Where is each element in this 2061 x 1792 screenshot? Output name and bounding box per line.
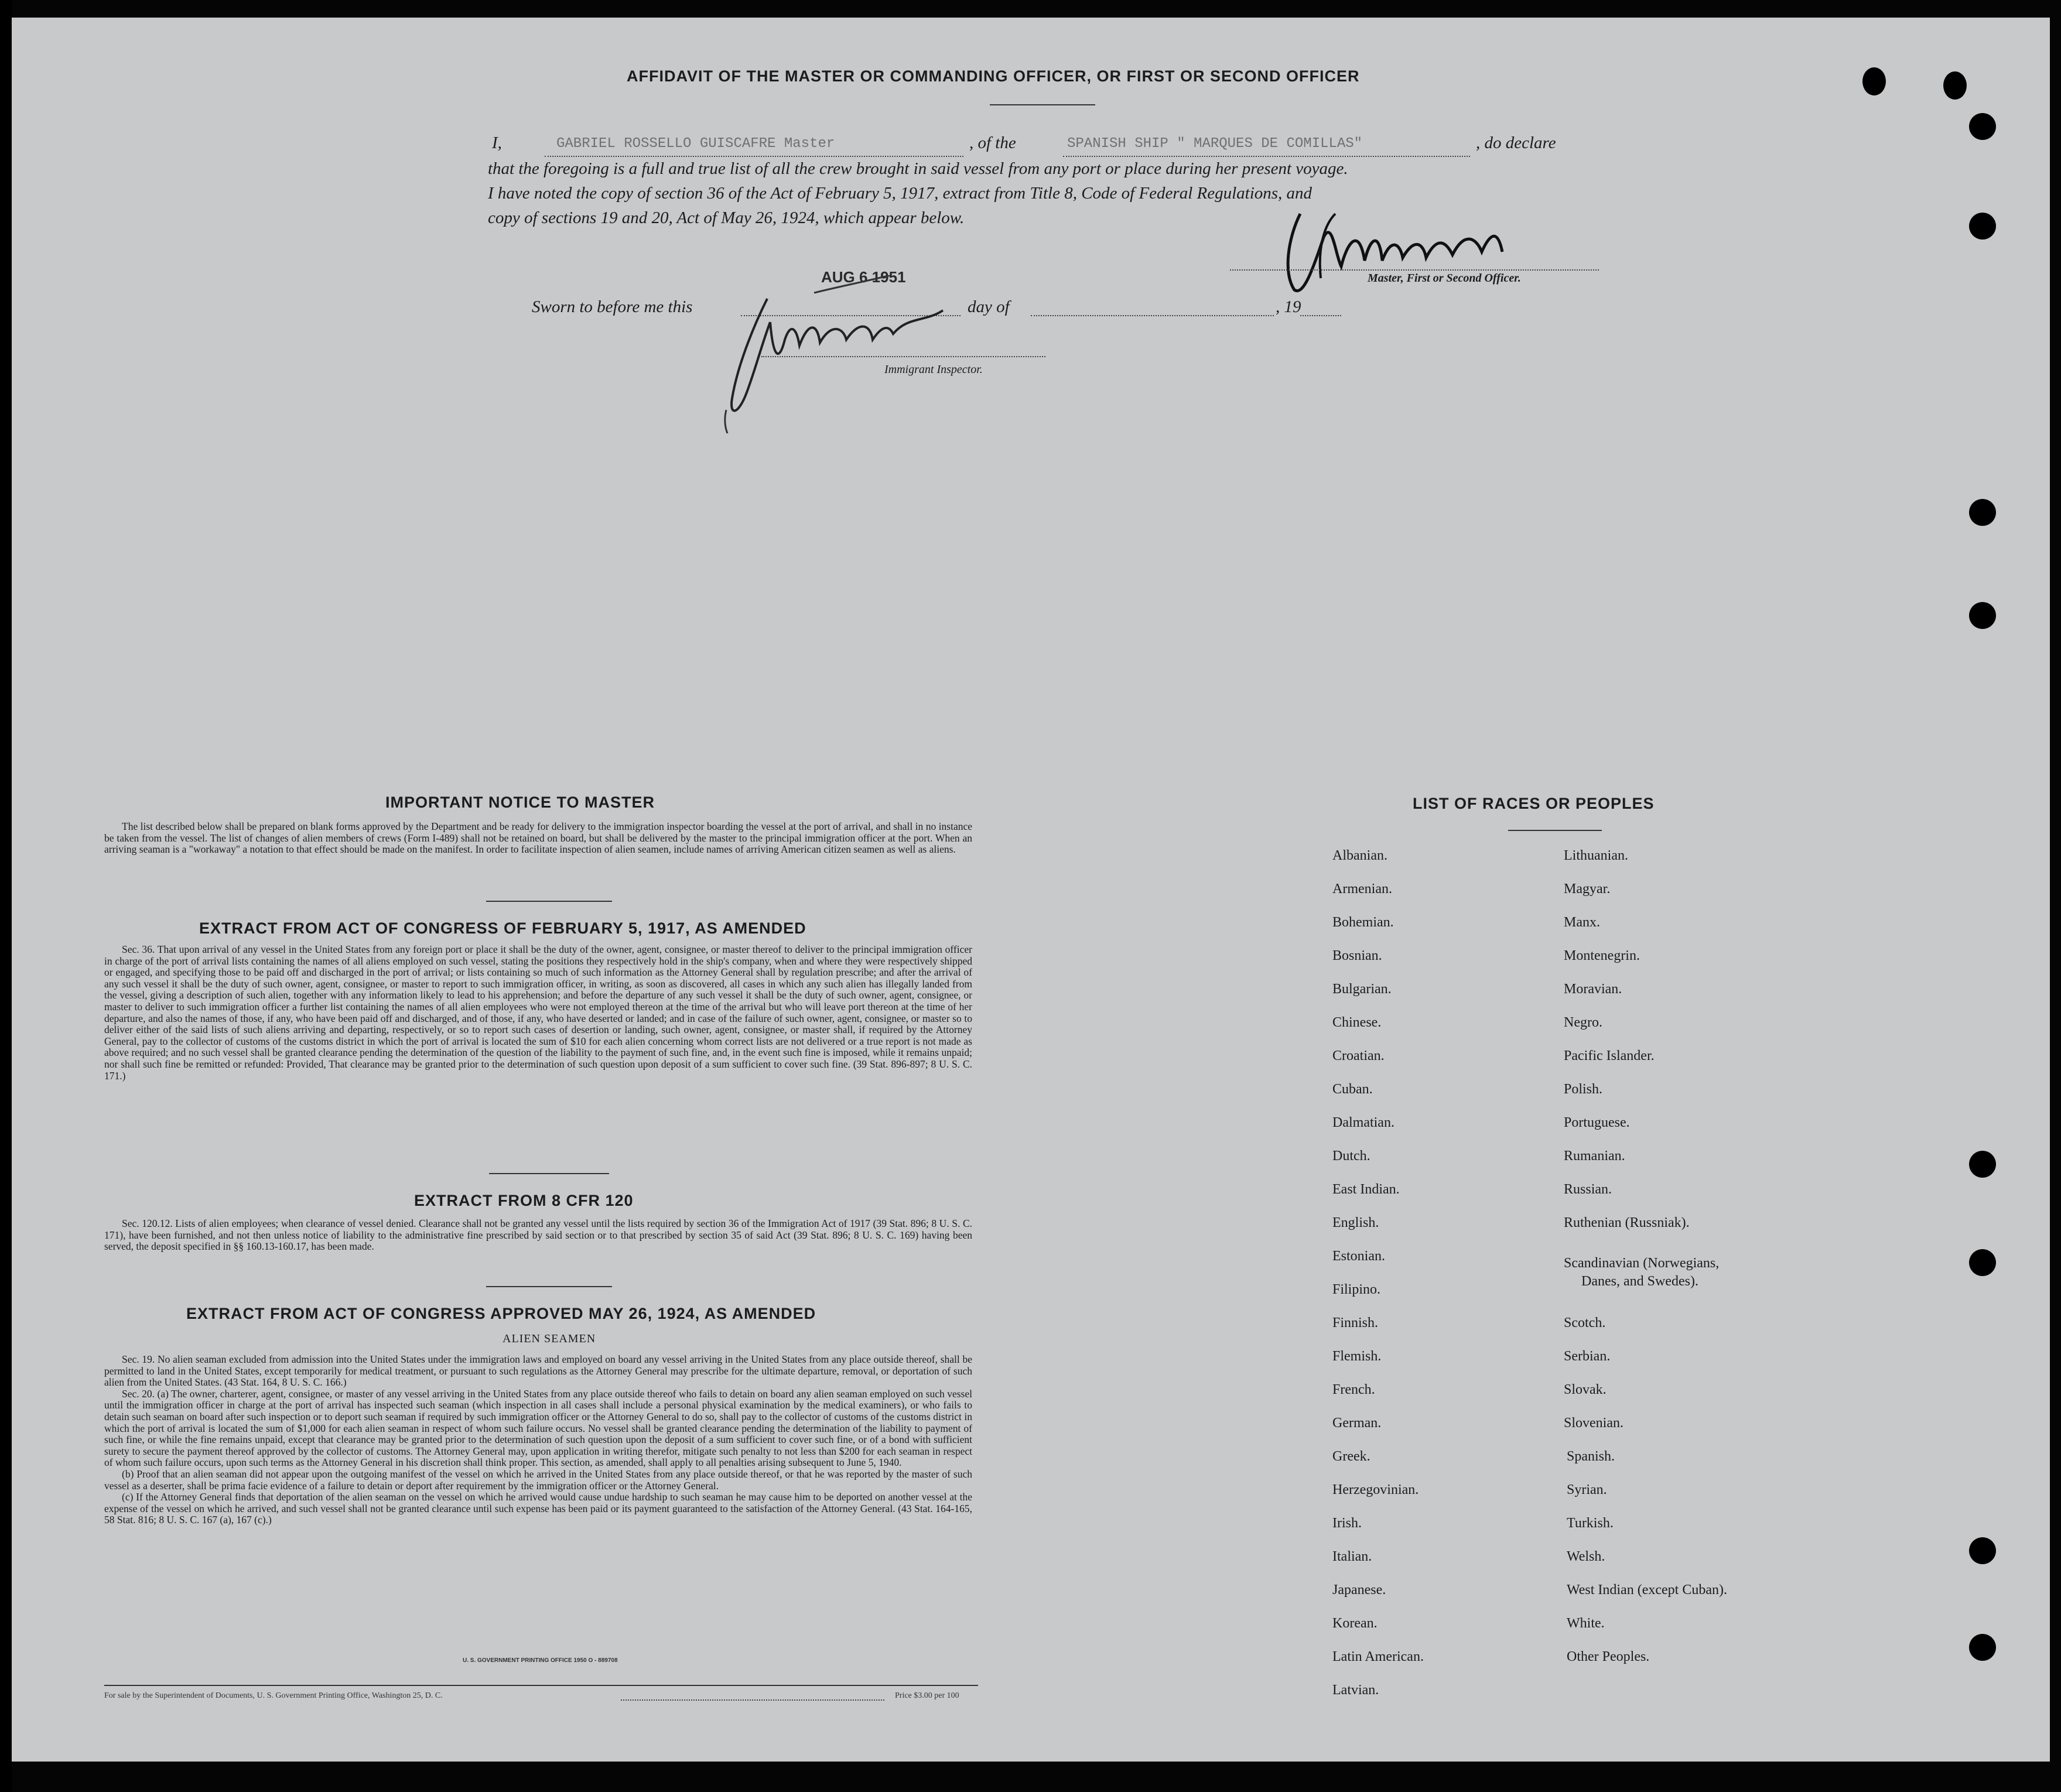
race-item: East Indian.: [1332, 1182, 1400, 1197]
declaration-line-2: that the foregoing is a full and true list of all the crew brought in said vessel from any port or place during her present voyage.: [488, 159, 1348, 178]
vessel-name-entry: SPANISH SHIP " MARQUES DE COMILLAS": [1067, 136, 1363, 152]
cfr-heading: EXTRACT FROM 8 CFR 120: [414, 1192, 634, 1209]
race-item: Turkish.: [1567, 1516, 1614, 1531]
race-item: Polish.: [1564, 1082, 1603, 1097]
race-item: Negro.: [1564, 1015, 1602, 1030]
race-item: Finnish.: [1332, 1315, 1379, 1331]
race-item: Herzegovinian.: [1332, 1482, 1419, 1497]
price-notice: Price $3.00 per 100: [895, 1691, 959, 1700]
notice-heading: IMPORTANT NOTICE TO MASTER: [385, 794, 655, 811]
extract-1917-text: [104, 944, 972, 1082]
race-item: Moravian.: [1564, 982, 1622, 997]
race-item: Spanish.: [1567, 1449, 1615, 1464]
race-item: Slovenian.: [1564, 1415, 1623, 1431]
race-item: Slovak.: [1564, 1382, 1607, 1397]
race-item: Croatian.: [1332, 1048, 1385, 1063]
race-item: Flemish.: [1332, 1349, 1382, 1364]
master-signature: [1277, 202, 1605, 302]
punch-hole: [1969, 1537, 1996, 1564]
race-item: Danes, and Swedes).: [1581, 1274, 1698, 1289]
cfr-text: [104, 1218, 972, 1253]
declaration-do-declare: , do declare: [1476, 134, 1556, 152]
punch-hole: [1862, 67, 1886, 95]
race-item: Korean.: [1332, 1616, 1378, 1631]
race-item: Bohemian.: [1332, 915, 1394, 930]
notice-paragraph: The list described below shall be prepared on blank forms approved by the Department and be ready for delivery to the immigration inspector boarding the vessel at the port of arrival, and shall in no instance be taken from the vessel. The list of changes of alien members of crews (Form I-489) shall not be retained on board, but shall be delivered by the master to the principal immigration officer at the port. When an arriving seaman is a "workaway" a notation to that effect should be made on the manifest. In order to facilitate inspection of alien seamen, include names of arriving American citizen seamen as well as aliens.: [104, 820, 972, 856]
divider: [486, 901, 612, 902]
scan-border: [0, 0, 12, 1792]
master-signature-caption: Master, First or Second Officer.: [1368, 272, 1521, 285]
race-item: Scotch.: [1564, 1315, 1606, 1331]
race-item: French.: [1332, 1382, 1375, 1397]
race-item: Filipino.: [1332, 1282, 1381, 1297]
race-item: Armenian.: [1332, 881, 1392, 897]
race-item: Japanese.: [1332, 1582, 1386, 1598]
master-name-line: [545, 156, 963, 157]
race-item: English.: [1332, 1215, 1379, 1230]
race-item: Ruthenian (Russniak).: [1564, 1215, 1690, 1230]
divider: [1508, 830, 1602, 831]
race-item: Montenegrin.: [1564, 948, 1640, 963]
race-item: Albanian.: [1332, 848, 1387, 863]
inspector-signature: [715, 275, 961, 433]
extract-1917-heading: EXTRACT FROM ACT OF CONGRESS OF FEBRUARY 5, 1917, AS AMENDED: [199, 919, 806, 937]
race-item: German.: [1332, 1415, 1382, 1431]
sworn-day-of-label: day of: [968, 297, 1010, 316]
race-item: Latvian.: [1332, 1682, 1379, 1698]
section-20c-paragraph: (c) If the Attorney General finds that deportation of the alien seaman on the vessel on which he arrived would cause undue hardship to such seaman he may cause him to be deported on another vessel at the expense of the vessel on which he arrived, and such vessel shall not be granted clearance until such expense has been paid or its payment guaranteed to the satisfaction of the Attorney General. (43 Stat. 164-165, 58 Stat. 816; 8 U. S. C. 167 (a), 167 (c).): [104, 1491, 972, 1526]
race-item: Lithuanian.: [1564, 848, 1628, 863]
race-item: Other Peoples.: [1567, 1649, 1650, 1664]
race-item: Rumanian.: [1564, 1148, 1625, 1164]
race-item: Greek.: [1332, 1449, 1370, 1464]
race-item: Bosnian.: [1332, 948, 1382, 963]
race-item: Dutch.: [1332, 1148, 1370, 1164]
section-120-paragraph: Sec. 120.12. Lists of alien employees; when clearance of vessel denied. Clearance shall not be granted any vessel until the lists required by section 36 of the Immigration Act of 1917 (39 Stat. 896; 8 U. S. C. 171), have been furnished, and not then unless notice of liability to the administrative fine prescribed by said section or to that prescribed by section 35 of said Act (39 Stat. 896; 8 U. S. C. 169) having been served, the deposit specified in §§ 160.13-160.17, has been made.: [104, 1218, 972, 1253]
divider: [489, 1173, 609, 1174]
race-item: White.: [1567, 1616, 1605, 1631]
race-item: Magyar.: [1564, 881, 1611, 897]
inspector-caption: Immigrant Inspector.: [884, 363, 983, 376]
race-item: Dalmatian.: [1332, 1115, 1394, 1130]
race-item: Syrian.: [1567, 1482, 1607, 1497]
punch-hole: [1969, 113, 1996, 140]
race-item: Irish.: [1332, 1516, 1362, 1531]
sworn-year-line: [1300, 315, 1341, 316]
race-item: Pacific Islander.: [1564, 1048, 1655, 1063]
footer-rule: [104, 1685, 978, 1686]
sale-notice: For sale by the Superintendent of Documents, U. S. Government Printing Office, Washington 25, D. C.: [104, 1691, 443, 1700]
punch-hole: [1969, 602, 1996, 629]
declaration-of-the: , of the: [969, 134, 1016, 152]
race-item: Bulgarian.: [1332, 982, 1392, 997]
extract-1924-text: [104, 1354, 972, 1526]
race-item: Italian.: [1332, 1549, 1372, 1564]
race-item: Portuguese.: [1564, 1115, 1630, 1130]
vessel-name-line: [1063, 156, 1470, 157]
printer-imprint: U. S. GOVERNMENT PRINTING OFFICE 1950 O - 889708: [463, 1657, 618, 1664]
master-name-entry: GABRIEL ROSSELLO GUISCAFRE Master: [556, 136, 835, 152]
alien-seamen-subheading: ALIEN SEAMEN: [503, 1332, 596, 1345]
race-item: Latin American.: [1332, 1649, 1424, 1664]
divider: [990, 104, 1095, 105]
race-item: Estonian.: [1332, 1249, 1385, 1264]
race-item: Russian.: [1564, 1182, 1612, 1197]
footer-leader: [621, 1699, 884, 1701]
affidavit-title: AFFIDAVIT OF THE MASTER OR COMMANDING OFFICER, OR FIRST OR SECOND OFFICER: [627, 67, 1360, 85]
date-stamp: AUG 6 1951: [821, 268, 906, 286]
race-item: Chinese.: [1332, 1015, 1382, 1030]
inspector-signature-line: [761, 356, 1045, 357]
declaration-line-4: copy of sections 19 and 20, Act of May 26, 1924, which appear below.: [488, 208, 965, 227]
punch-hole: [1969, 213, 1996, 240]
section-20b-paragraph: (b) Proof that an alien seaman did not appear upon the outgoing manifest of the vessel on which he arrived in the United States from any place outside thereof, or that he was reported by the master of such vessel as a deserter, shall be prima facie evidence of a failure to detain or deport after requirement by the immigration officer or the Attorney General.: [104, 1468, 972, 1492]
divider: [486, 1286, 612, 1287]
punch-hole: [1969, 1634, 1996, 1661]
section-19-paragraph: Sec. 19. No alien seaman excluded from admission into the United States under the immigration laws and employed on board any vessel arriving in the United States from any place outside thereof, shall be permitted to land in the United States, except temporarily for medical treatment, or pursuant to such regulations as the Attorney General may prescribe for the ultimate departure, removal, or deportation of such alien from the United States. (43 Stat. 164, 8 U. S. C. 166.): [104, 1353, 972, 1389]
section-20a-paragraph: Sec. 20. (a) The owner, charterer, agent, consignee, or master of any vessel arriving in the United States from any place outside thereof who fails to detain on board any alien seaman employed on such vessel until the immigration officer in charge at the port of arrival has inspected such seaman (which inspection in all cases shall include a personal physical examination by the medical examiners), or who fails to detain such seaman on board after such inspection or to deport such seaman if required by such immigration officer or the Attorney General to do so, shall pay to the collector of customs of the customs district in which the port of arrival is located the sum of $1,000 for each alien seaman in respect of whom such failure occurs. No vessel shall be granted clearance pending the determination of the liability to payment of such fine, or while the fine remains unpaid, except that clearance may be granted prior to the determination of such question upon the deposit of a sum sufficient to cover such fine, or of a bond with sufficient surety to secure the payment thereof approved by the collector of customs. The Attorney General may, upon application in writing therefor, mitigate such penalty to not less than $200 for each seaman in respect of whom such failure occurs, upon such terms as the Attorney General in his discretion shall think proper. This section, as amended, shall apply to all penalties arising subsequent to June 5, 1940.: [104, 1387, 972, 1469]
races-heading: LIST OF RACES OR PEOPLES: [1413, 795, 1655, 812]
race-item: Serbian.: [1564, 1349, 1611, 1364]
race-item: Manx.: [1564, 915, 1600, 930]
sworn-before-label: Sworn to before me this: [532, 297, 693, 316]
section-36-paragraph: Sec. 36. That upon arrival of any vessel in the United States from any foreign port or place it shall be the duty of the owner, agent, consignee, or master thereof to deliver to the principal immigration officer in charge of the port of arrival lists containing the names of all aliens employed on such vessel, stating the positions they respectively hold in the ship's company, when and where they were respectively shipped or engaged, and specifying those to be paid off and discharged in the port of arrival; or lists containing so much of such information as the Attorney General shall by regulation prescribe; and after the arrival of any such vessel it shall be the duty of such owner, agent, consignee, or master to report to such immigration officer, in writing, as soon as discovered, all cases in which any such alien has illegally landed from the vessel, giving a description of such alien, together with any information likely to lead to his apprehension; and before the departure of any such vessel it shall be the duty of such owner, agent, consignee, or master to deliver to such immigration officer a further list containing the names of all alien employees who were not employed thereon at the time of the arrival but who will leave port thereon at the time of her departure, and also the names of those, if any, who have been paid off and discharged, and of those, if any, who have deserted or landed; and in case of the failure of such owner, agent, consignee, or master so to deliver either of the said lists of such aliens arriving and departing, respectively, or so to report such cases of desertion or landing, such owner, agent, consignee, or master shall, if required by the Attorney General, pay to the collector of customs of the customs district in which the port of arrival is located the sum of $10 for each alien concerning whom correct lists are not delivered or a true report is not made as above required; and no such vessel shall be granted clearance pending the determination of the question of the liability to the payment of such fine, and, in the event such fine is imposed, while it remains unpaid; nor shall such fine be remitted or refunded: Provided, That clearance may be granted prior to the determination of such question upon deposit of a sum sufficient to cover such fine. (39 Stat. 896-897; 8 U. S. C. 171.): [104, 943, 972, 1082]
punch-hole: [1969, 1249, 1996, 1276]
extract-1924-heading: EXTRACT FROM ACT OF CONGRESS APPROVED MAY 26, 1924, AS AMENDED: [186, 1305, 816, 1322]
race-item: Cuban.: [1332, 1082, 1373, 1097]
punch-hole: [1943, 71, 1967, 100]
declaration-line-3: I have noted the copy of section 36 of the Act of February 5, 1917, extract from Title 8, Code of Federal Regulations, and: [488, 184, 1313, 203]
sworn-year-label: , 19: [1276, 297, 1301, 316]
punch-hole: [1969, 1151, 1996, 1178]
race-item: West Indian (except Cuban).: [1567, 1582, 1727, 1598]
sworn-month-line: [1031, 315, 1274, 316]
punch-hole: [1969, 499, 1996, 526]
race-item: Scandinavian (Norwegians,: [1564, 1256, 1720, 1271]
master-signature-line: [1230, 269, 1599, 271]
race-item: Welsh.: [1567, 1549, 1605, 1564]
notice-text: [104, 821, 972, 856]
declaration-prefix: I,: [492, 134, 502, 152]
